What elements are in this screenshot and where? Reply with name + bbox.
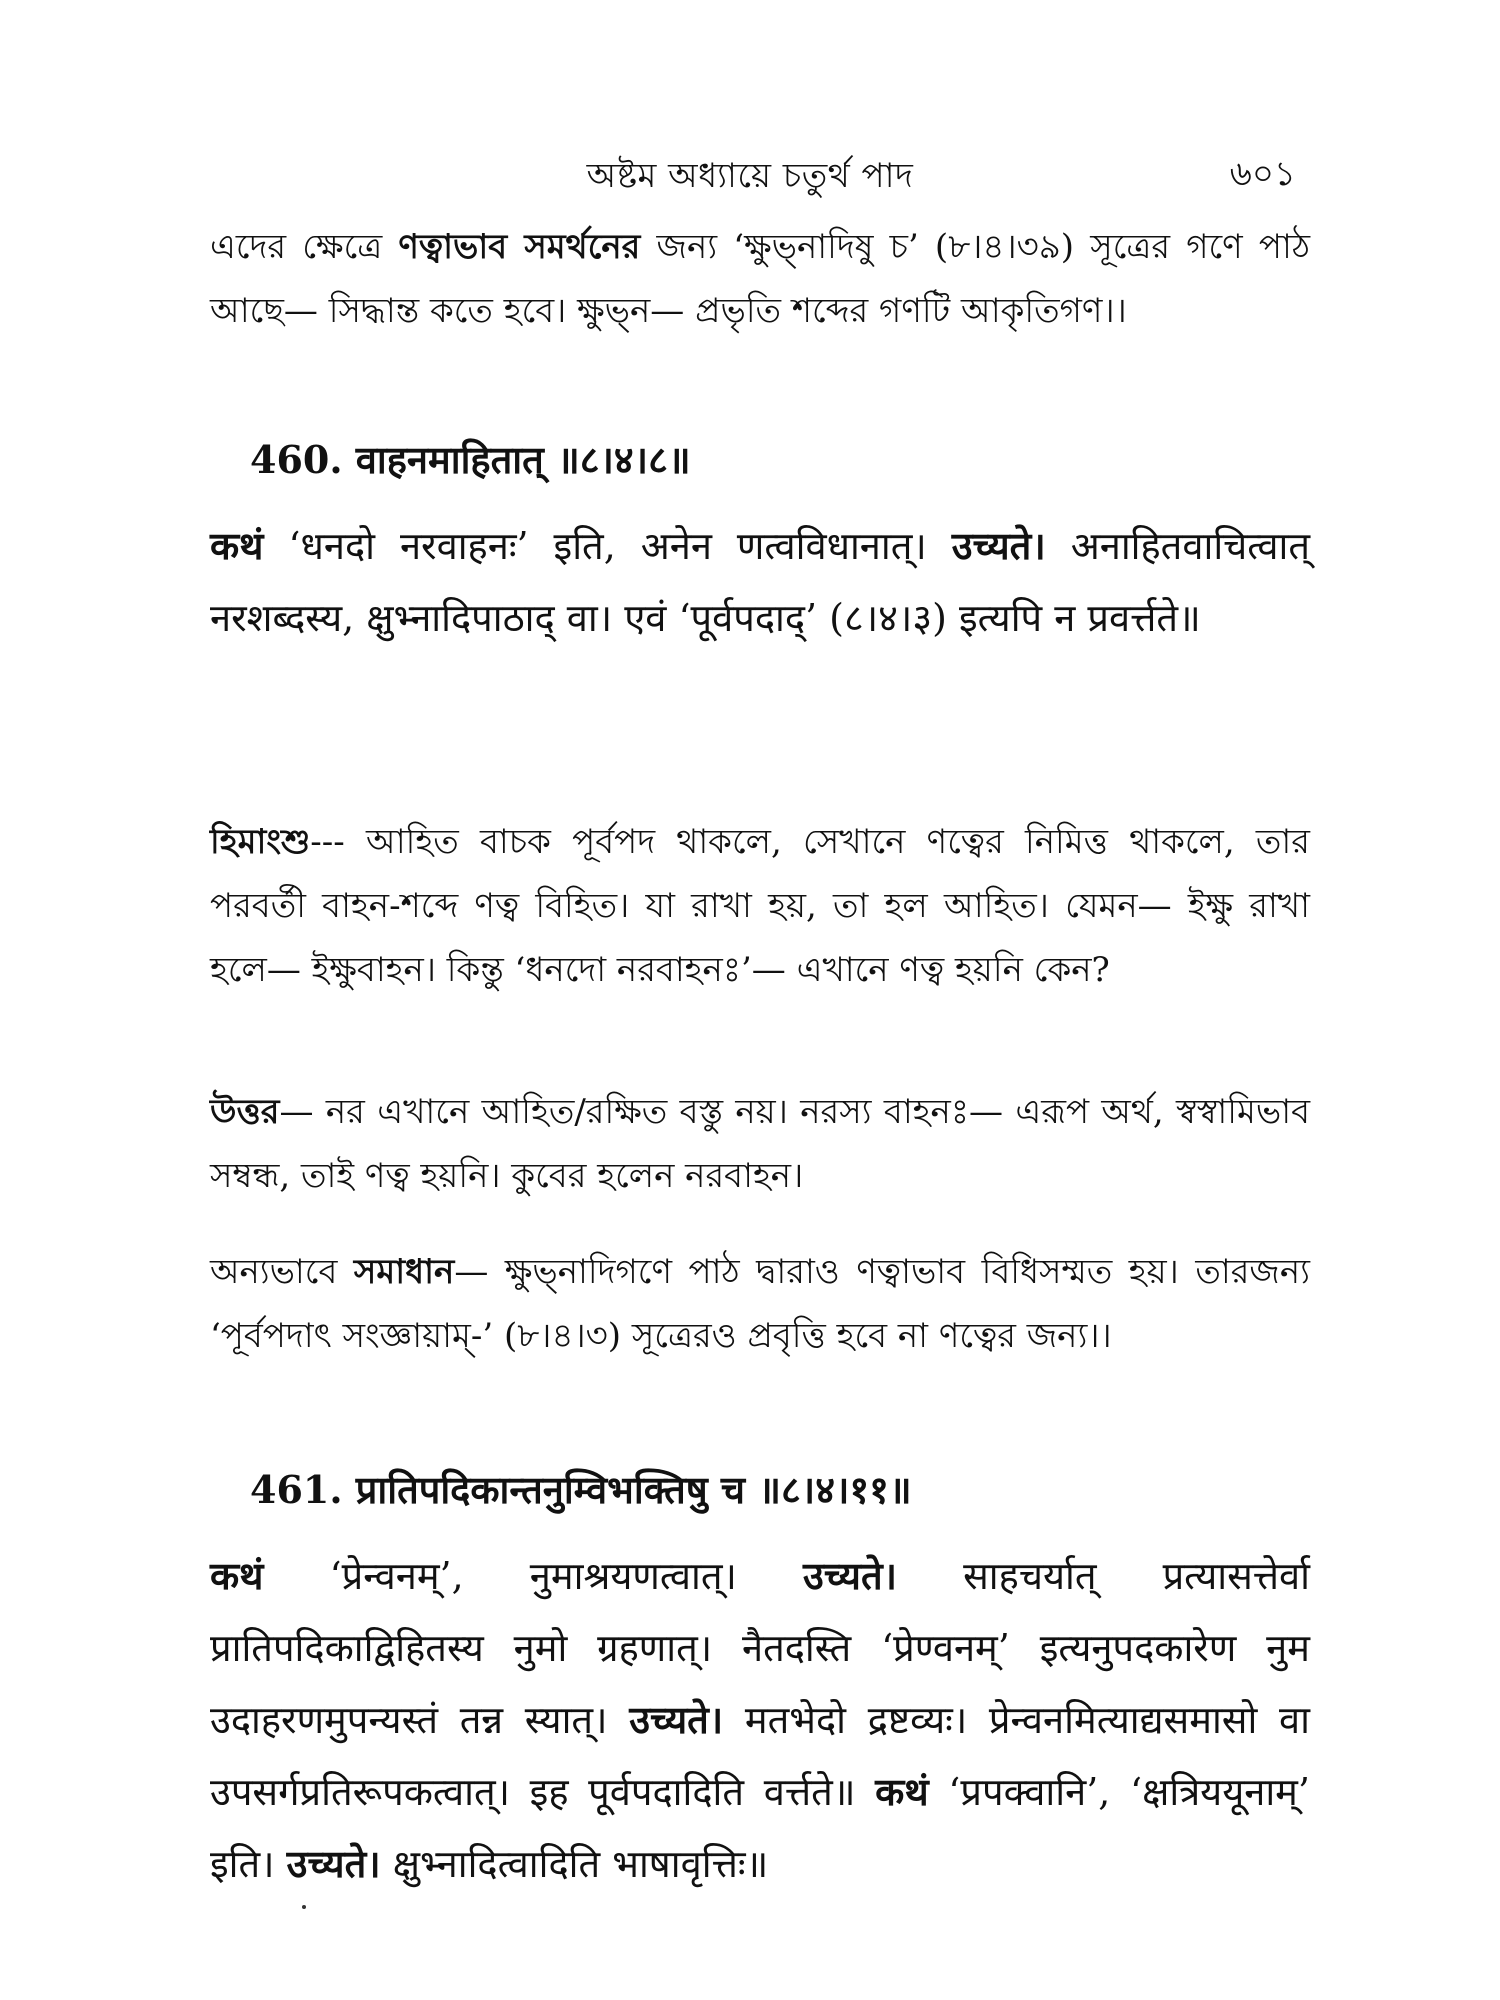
uchyate-word: उच्यते। bbox=[951, 523, 1046, 568]
sutra-460-commentary bbox=[210, 510, 1310, 654]
himangshu-label: হিমাংশু bbox=[210, 822, 311, 862]
sutra-460-text-2: अनाहितवाचित्वात् नरशब्दस्य, क्षुभ्नादिपाठाद् वा। एवं ‘पूर्वपदाद्’ (८।४।३) इत्यपि न प्रवर्त्तते॥ bbox=[210, 524, 1310, 640]
katham-word: कथं bbox=[875, 1769, 929, 1814]
stray-ink-dot bbox=[302, 1905, 306, 1909]
himangshu-paragraph bbox=[210, 810, 1310, 1002]
running-title: অষ্টম অধ্যায়ে চতুর্থ পাদ bbox=[586, 156, 914, 196]
sutra-461-heading-block bbox=[250, 1460, 1350, 1520]
uttar-paragraph bbox=[210, 1080, 1310, 1208]
intro-text-rest: জন্য ‘ক্ষুভ্‌নাদিষু চ’ (৮।৪।৩৯) সূত্রের গণে পাঠ আছে— সিদ্ধান্ত কতে হবে। ক্ষুভ্‌ন— প্রভৃতি শব্দের গণটি আকৃতিগণ।। bbox=[210, 227, 1310, 331]
sutra-461-commentary-block bbox=[210, 1540, 1310, 1900]
uchyate-word: उच्यते। bbox=[286, 1841, 381, 1886]
samadhan-text: — ক্ষুভ্‌নাদিগণে পাঠ দ্বারাও ণত্বাভাব বিধিসম্মত হয়। তারজন্য ‘পূর্বপদাৎ সংজ্ঞায়াম্-’ (৮।৪।৩) সূত্রেরও প্রবৃত্তি হবে না ণত্বের জন্য।। bbox=[210, 1252, 1311, 1356]
uchyate-word: उच्यते। bbox=[629, 1697, 724, 1742]
intro-text-start: এদের ক্ষেত্রে bbox=[210, 227, 399, 267]
sutra-461-text-2: साहचर्यात् प्रत्यासत्तेर्वा प्रातिपदिकाद्विहितस्य नुमो ग्रहणात्। नैतदस्ति ‘प्रेण्वनम्’ इत्यनुपदकारेण नुम उदाहरणमुपन्यस्तं तन्न स्यात्। bbox=[210, 1554, 1311, 1742]
samadhan-label: সমাধান bbox=[353, 1252, 455, 1292]
sutra-461-text-1: ‘प्रेन्वनम्’, नुमाश्रयणत्वात्। bbox=[263, 1554, 804, 1598]
sutra-461-text-3: मतभेदो द्रष्टव्यः। प्रेन्वनमित्याद्यसमासो वा उपसर्गप्रतिरूपकत्वात्। इह पूर्वपदादिति वर्त्तते॥ bbox=[210, 1698, 1310, 1814]
sutra-460-heading: 460. वाहनमाहितात् ॥८।४।८॥ bbox=[250, 437, 691, 482]
uttar-block bbox=[210, 1080, 1310, 1208]
samadhan-block bbox=[210, 1240, 1310, 1368]
sutra-461-text-5: क्षुभ्नादित्वादिति भाषावृत्तिः॥ bbox=[380, 1842, 769, 1886]
uttar-text: — নর এখানে আহিত/রক্ষিত বস্তু নয়। নরস্য বাহনঃ— এরূপ অর্থ, স্বস্বামিভাব সম্বন্ধ, তাই ণত্ব হয়নি। কুবের হলেন নরবাহন। bbox=[210, 1092, 1310, 1196]
uttar-label: উত্তর bbox=[210, 1092, 280, 1132]
intro-bold-phrase: ণত্বাভাব সমর্থনের bbox=[398, 227, 641, 267]
himangshu-text: --- আহিত বাচক পূর্বপদ থাকলে, সেখানে ণত্বের নিমিত্ত থাকলে, তার পরবর্তী বাহন-শব্দে ণত্ব বিহিত। যা রাখা হয়, তা হল আহিত। যেমন— ইক্ষু রাখা হলে— ইক্ষুবাহন। কিন্তু ‘ধনদো নরবাহনঃ’— এখানে ণত্ব হয়নি কেন? bbox=[210, 822, 1310, 990]
katham-word: कथं bbox=[210, 523, 264, 568]
intro-paragraph bbox=[210, 215, 1310, 343]
sutra-461-commentary bbox=[210, 1540, 1310, 1900]
sutra-460-text-1: ‘धनदो नरवाहनः’ इति, अनेन णत्वविधानात्। bbox=[263, 524, 952, 568]
uchyate-word: उच्यते। bbox=[803, 1553, 898, 1598]
sutra-461-text-4: ‘प्रपक्वानि’, ‘क्षत्रिययूनाम्’ इति। bbox=[210, 1770, 1310, 1886]
sutra-460-commentary-block bbox=[210, 510, 1310, 654]
samadhan-prefix: অন্যভাবে bbox=[210, 1252, 354, 1292]
himangshu-block bbox=[210, 810, 1310, 1002]
intro-paragraph-block bbox=[210, 215, 1310, 343]
page-number: ৬০১ bbox=[1229, 154, 1296, 194]
samadhan-paragraph bbox=[210, 1240, 1310, 1368]
sutra-461-heading: 461. प्रातिपदिकान्तनुम्विभक्तिषु च ॥८।४।११॥ bbox=[250, 1467, 912, 1512]
sutra-460-heading-block bbox=[250, 430, 1350, 490]
katham-word: कथं bbox=[210, 1553, 264, 1598]
